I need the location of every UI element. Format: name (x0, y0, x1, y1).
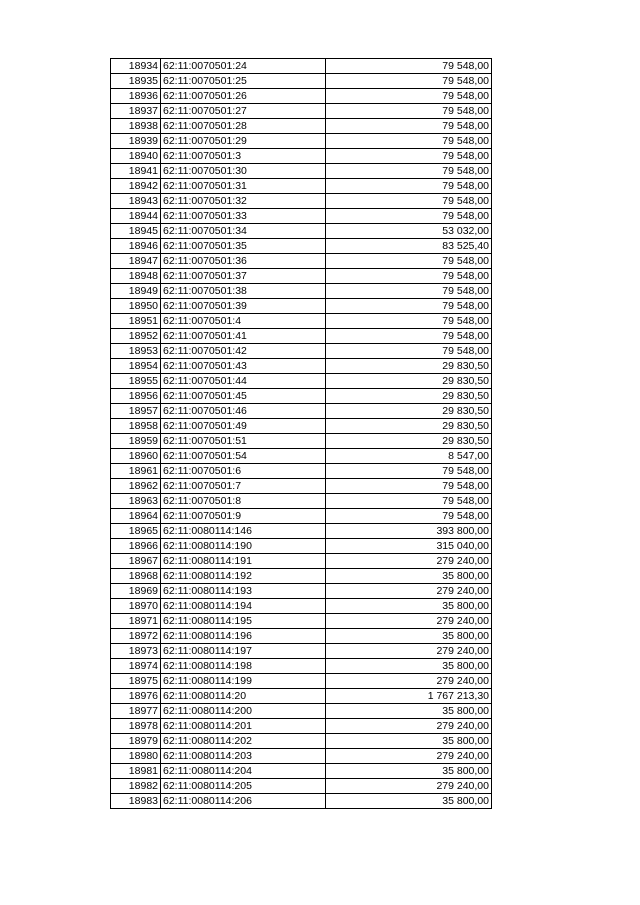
cadastral-value: 29 830,50 (326, 404, 492, 419)
table-row (111, 689, 492, 704)
cadastral-value: 35 800,00 (326, 734, 492, 749)
cadastral-value: 79 548,00 (326, 284, 492, 299)
row-number: 18982 (111, 779, 161, 794)
cadastral-number: 62:11:0080114:206 (161, 794, 326, 809)
row-number: 18968 (111, 569, 161, 584)
cadastral-number: 62:11:0070501:29 (161, 134, 326, 149)
cadastral-value: 1 767 213,30 (326, 689, 492, 704)
table-row (111, 329, 492, 344)
cadastral-value: 79 548,00 (326, 89, 492, 104)
table-row (111, 254, 492, 269)
row-number: 18973 (111, 644, 161, 659)
cadastral-value: 35 800,00 (326, 704, 492, 719)
row-number: 18980 (111, 749, 161, 764)
row-number: 18935 (111, 74, 161, 89)
table-row (111, 269, 492, 284)
row-number: 18945 (111, 224, 161, 239)
table-row (111, 659, 492, 674)
row-number: 18972 (111, 629, 161, 644)
table-row (111, 359, 492, 374)
cadastral-number: 62:11:0080114:193 (161, 584, 326, 599)
cadastral-value: 29 830,50 (326, 389, 492, 404)
cadastral-value: 79 548,00 (326, 104, 492, 119)
row-number: 18943 (111, 194, 161, 209)
row-number: 18938 (111, 119, 161, 134)
cadastral-value: 79 548,00 (326, 149, 492, 164)
table-row (111, 464, 492, 479)
table-row (111, 614, 492, 629)
cadastral-value-table (110, 58, 492, 809)
table-row (111, 344, 492, 359)
row-number: 18951 (111, 314, 161, 329)
cadastral-value: 35 800,00 (326, 599, 492, 614)
cadastral-value: 35 800,00 (326, 659, 492, 674)
row-number: 18936 (111, 89, 161, 104)
row-number: 18976 (111, 689, 161, 704)
cadastral-number: 62:11:0070501:44 (161, 374, 326, 389)
table-row (111, 314, 492, 329)
cadastral-number: 62:11:0080114:205 (161, 779, 326, 794)
row-number: 18979 (111, 734, 161, 749)
cadastral-number: 62:11:0070501:36 (161, 254, 326, 269)
row-number: 18965 (111, 524, 161, 539)
row-number: 18950 (111, 299, 161, 314)
table-row (111, 479, 492, 494)
cadastral-value: 79 548,00 (326, 179, 492, 194)
row-number: 18957 (111, 404, 161, 419)
row-number: 18948 (111, 269, 161, 284)
cadastral-number: 62:11:0070501:28 (161, 119, 326, 134)
cadastral-value: 79 548,00 (326, 269, 492, 284)
cadastral-number: 62:11:0070501:6 (161, 464, 326, 479)
cadastral-number: 62:11:0080114:196 (161, 629, 326, 644)
cadastral-number: 62:11:0070501:32 (161, 194, 326, 209)
table-row (111, 59, 492, 74)
cadastral-value: 79 548,00 (326, 74, 492, 89)
row-number: 18937 (111, 104, 161, 119)
table-row (111, 284, 492, 299)
cadastral-value: 315 040,00 (326, 539, 492, 554)
table-row (111, 449, 492, 464)
table-row (111, 374, 492, 389)
table-row (111, 734, 492, 749)
table-row (111, 584, 492, 599)
table-row (111, 554, 492, 569)
row-number: 18977 (111, 704, 161, 719)
row-number: 18963 (111, 494, 161, 509)
row-number: 18970 (111, 599, 161, 614)
row-number: 18941 (111, 164, 161, 179)
cadastral-number: 62:11:0080114:190 (161, 539, 326, 554)
cadastral-number: 62:11:0070501:43 (161, 359, 326, 374)
cadastral-number: 62:11:0080114:198 (161, 659, 326, 674)
cadastral-value: 79 548,00 (326, 119, 492, 134)
row-number: 18958 (111, 419, 161, 434)
table-row (111, 179, 492, 194)
cadastral-number: 62:11:0080114:20 (161, 689, 326, 704)
cadastral-value: 79 548,00 (326, 494, 492, 509)
table-row (111, 224, 492, 239)
table-row (111, 704, 492, 719)
row-number: 18949 (111, 284, 161, 299)
cadastral-number: 62:11:0070501:38 (161, 284, 326, 299)
table-row (111, 644, 492, 659)
cadastral-value: 279 240,00 (326, 779, 492, 794)
row-number: 18962 (111, 479, 161, 494)
row-number: 18960 (111, 449, 161, 464)
row-number: 18966 (111, 539, 161, 554)
cadastral-value: 35 800,00 (326, 629, 492, 644)
cadastral-value: 35 800,00 (326, 764, 492, 779)
table-row (111, 509, 492, 524)
cadastral-value: 79 548,00 (326, 314, 492, 329)
cadastral-value: 83 525,40 (326, 239, 492, 254)
table-row (111, 524, 492, 539)
cadastral-value: 279 240,00 (326, 719, 492, 734)
table-row (111, 194, 492, 209)
table-row (111, 149, 492, 164)
row-number: 18959 (111, 434, 161, 449)
cadastral-value: 79 548,00 (326, 164, 492, 179)
table-row (111, 104, 492, 119)
cadastral-number: 62:11:0070501:33 (161, 209, 326, 224)
row-number: 18978 (111, 719, 161, 734)
cadastral-value: 79 548,00 (326, 479, 492, 494)
cadastral-value: 79 548,00 (326, 299, 492, 314)
cadastral-number: 62:11:0070501:54 (161, 449, 326, 464)
cadastral-number: 62:11:0070501:41 (161, 329, 326, 344)
row-number: 18969 (111, 584, 161, 599)
cadastral-number: 62:11:0080114:199 (161, 674, 326, 689)
table-row (111, 404, 492, 419)
cadastral-value: 29 830,50 (326, 419, 492, 434)
row-number: 18934 (111, 59, 161, 74)
table-row (111, 299, 492, 314)
row-number: 18944 (111, 209, 161, 224)
cadastral-number: 62:11:0080114:203 (161, 749, 326, 764)
table-row (111, 119, 492, 134)
cadastral-value: 79 548,00 (326, 134, 492, 149)
cadastral-number: 62:11:0070501:49 (161, 419, 326, 434)
cadastral-value: 79 548,00 (326, 344, 492, 359)
table-row (111, 794, 492, 809)
table-row (111, 209, 492, 224)
cadastral-value: 279 240,00 (326, 584, 492, 599)
cadastral-number: 62:11:0080114:200 (161, 704, 326, 719)
row-number: 18956 (111, 389, 161, 404)
cadastral-number: 62:11:0080114:195 (161, 614, 326, 629)
cadastral-number: 62:11:0080114:191 (161, 554, 326, 569)
cadastral-value: 29 830,50 (326, 359, 492, 374)
cadastral-value: 279 240,00 (326, 614, 492, 629)
table-row (111, 779, 492, 794)
table-row (111, 434, 492, 449)
cadastral-number: 62:11:0070501:30 (161, 164, 326, 179)
cadastral-value: 79 548,00 (326, 254, 492, 269)
cadastral-number: 62:11:0070501:4 (161, 314, 326, 329)
table-row (111, 164, 492, 179)
table-row (111, 239, 492, 254)
cadastral-value: 29 830,50 (326, 434, 492, 449)
table-row (111, 749, 492, 764)
table-row (111, 74, 492, 89)
row-number: 18940 (111, 149, 161, 164)
table-row (111, 494, 492, 509)
cadastral-value: 279 240,00 (326, 644, 492, 659)
row-number: 18952 (111, 329, 161, 344)
cadastral-value: 53 032,00 (326, 224, 492, 239)
table-row (111, 719, 492, 734)
cadastral-value: 79 548,00 (326, 59, 492, 74)
cadastral-number: 62:11:0070501:45 (161, 389, 326, 404)
cadastral-number: 62:11:0070501:27 (161, 104, 326, 119)
cadastral-number: 62:11:0080114:202 (161, 734, 326, 749)
cadastral-value: 279 240,00 (326, 749, 492, 764)
cadastral-number: 62:11:0080114:201 (161, 719, 326, 734)
row-number: 18939 (111, 134, 161, 149)
table-row (111, 764, 492, 779)
cadastral-value: 79 548,00 (326, 329, 492, 344)
row-number: 18975 (111, 674, 161, 689)
table-row (111, 674, 492, 689)
cadastral-value: 79 548,00 (326, 509, 492, 524)
cadastral-number: 62:11:0070501:42 (161, 344, 326, 359)
table-row (111, 629, 492, 644)
row-number: 18961 (111, 464, 161, 479)
cadastral-value: 279 240,00 (326, 554, 492, 569)
cadastral-number: 62:11:0070501:24 (161, 59, 326, 74)
row-number: 18971 (111, 614, 161, 629)
cadastral-number: 62:11:0080114:197 (161, 644, 326, 659)
row-number: 18955 (111, 374, 161, 389)
table-row (111, 599, 492, 614)
row-number: 18942 (111, 179, 161, 194)
row-number: 18981 (111, 764, 161, 779)
cadastral-number: 62:11:0070501:46 (161, 404, 326, 419)
cadastral-number: 62:11:0070501:25 (161, 74, 326, 89)
row-number: 18974 (111, 659, 161, 674)
row-number: 18954 (111, 359, 161, 374)
cadastral-value: 79 548,00 (326, 464, 492, 479)
cadastral-value: 29 830,50 (326, 374, 492, 389)
cadastral-number: 62:11:0080114:192 (161, 569, 326, 584)
cadastral-value: 35 800,00 (326, 794, 492, 809)
cadastral-number: 62:11:0070501:37 (161, 269, 326, 284)
table-row (111, 389, 492, 404)
row-number: 18953 (111, 344, 161, 359)
cadastral-number: 62:11:0070501:3 (161, 149, 326, 164)
cadastral-number: 62:11:0070501:31 (161, 179, 326, 194)
cadastral-value: 79 548,00 (326, 194, 492, 209)
cadastral-number: 62:11:0070501:9 (161, 509, 326, 524)
table-row (111, 539, 492, 554)
table-row (111, 134, 492, 149)
row-number: 18983 (111, 794, 161, 809)
cadastral-number: 62:11:0070501:51 (161, 434, 326, 449)
table-row (111, 419, 492, 434)
cadastral-value: 393 800,00 (326, 524, 492, 539)
cadastral-number: 62:11:0070501:7 (161, 479, 326, 494)
cadastral-number: 62:11:0070501:34 (161, 224, 326, 239)
table-row (111, 569, 492, 584)
cadastral-number: 62:11:0080114:146 (161, 524, 326, 539)
cadastral-value: 279 240,00 (326, 674, 492, 689)
table-row (111, 89, 492, 104)
cadastral-value: 8 547,00 (326, 449, 492, 464)
cadastral-number: 62:11:0070501:8 (161, 494, 326, 509)
row-number: 18946 (111, 239, 161, 254)
cadastral-number: 62:11:0070501:35 (161, 239, 326, 254)
table-body (111, 59, 492, 809)
row-number: 18964 (111, 509, 161, 524)
cadastral-value: 35 800,00 (326, 569, 492, 584)
cadastral-number: 62:11:0070501:26 (161, 89, 326, 104)
cadastral-value: 79 548,00 (326, 209, 492, 224)
cadastral-number: 62:11:0080114:194 (161, 599, 326, 614)
cadastral-number: 62:11:0070501:39 (161, 299, 326, 314)
cadastral-number: 62:11:0080114:204 (161, 764, 326, 779)
row-number: 18967 (111, 554, 161, 569)
row-number: 18947 (111, 254, 161, 269)
